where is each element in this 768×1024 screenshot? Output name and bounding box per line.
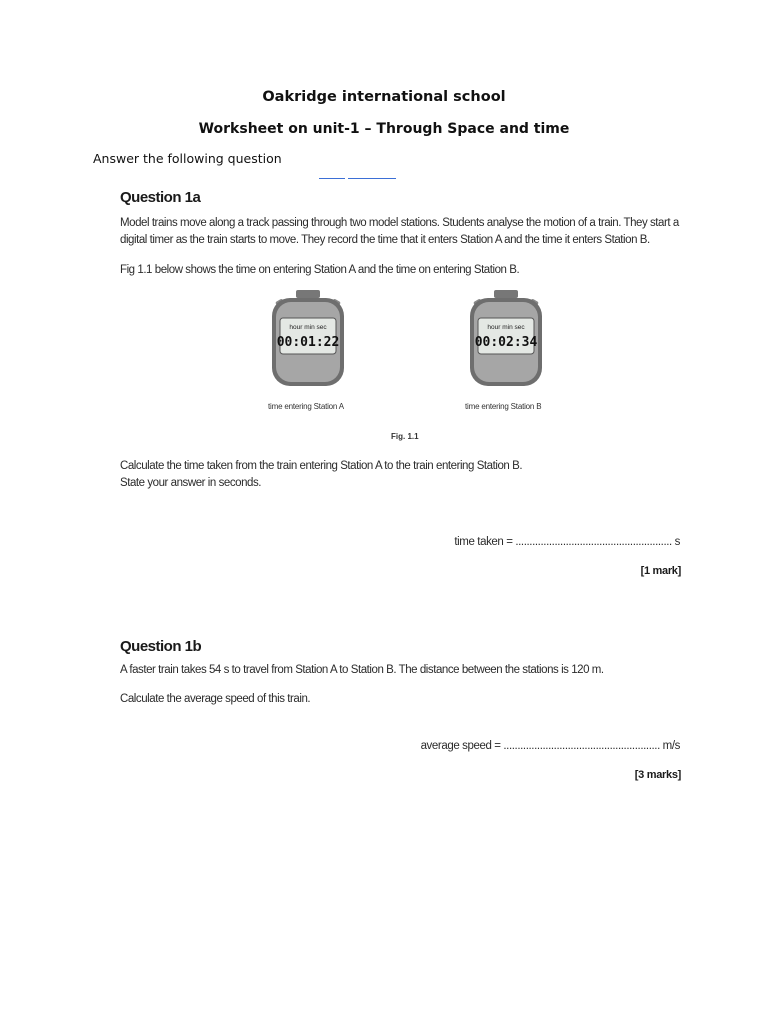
q1a-task-line-1: Calculate the time taken from the train entering Station A to the train entering Station B.	[120, 460, 523, 472]
stopwatch-b-icon	[466, 290, 546, 390]
worksheet-title: Worksheet on unit-1 – Through Space and time	[198, 121, 570, 137]
stopwatch-a-icon	[268, 290, 348, 390]
link-underline-1[interactable]	[319, 168, 345, 179]
school-name: Oakridge international school	[262, 89, 506, 105]
instruction-text: Answer the following question	[93, 151, 282, 166]
stopwatch-a-caption: time entering Station A	[268, 402, 344, 411]
question-1b-task: Calculate the average speed of this train.	[120, 693, 311, 705]
question-1a-task	[120, 458, 522, 492]
question-1a-marks: [1 mark]	[640, 565, 681, 577]
q1a-line-1: Model trains move along a track passing through two model stations. Students analyse the motion of a train. They start a	[120, 217, 679, 229]
q1a-line-2: digital timer as the train starts to move. They record the time that it enters Station A and the time it enters Station B.	[120, 234, 650, 246]
q1a-task-line-2: State your answer in seconds.	[120, 477, 262, 489]
hyperlink-underlines[interactable]	[319, 168, 396, 180]
stopwatch-b-caption: time entering Station B	[465, 402, 542, 411]
stopwatch-b-labels: hour min sec	[487, 324, 525, 331]
question-1a-figure-intro: Fig 1.1 below shows the time on entering Station A and the time on entering Station B.	[120, 264, 520, 276]
stopwatch-a-labels: hour min sec	[289, 324, 327, 331]
question-1b-marks: [3 marks]	[634, 769, 681, 781]
time-taken-answer-line[interactable]: time taken = ........................................................ s	[454, 536, 680, 548]
link-underline-2[interactable]	[348, 168, 396, 179]
question-1a-paragraph	[120, 215, 680, 249]
figure-label: Fig. 1.1	[391, 432, 419, 441]
question-1a-heading: Question 1a	[120, 189, 201, 206]
question-1b-paragraph: A faster train takes 54 s to travel from Station A to Station B. The distance between the stations is 120 m.	[120, 664, 604, 676]
stopwatch-b-time: 00:02:34	[474, 335, 538, 350]
average-speed-answer-line[interactable]: average speed = ........................................................ m/s	[420, 740, 680, 752]
question-1b-heading: Question 1b	[120, 638, 202, 655]
stopwatch-a-time: 00:01:22	[276, 335, 340, 350]
